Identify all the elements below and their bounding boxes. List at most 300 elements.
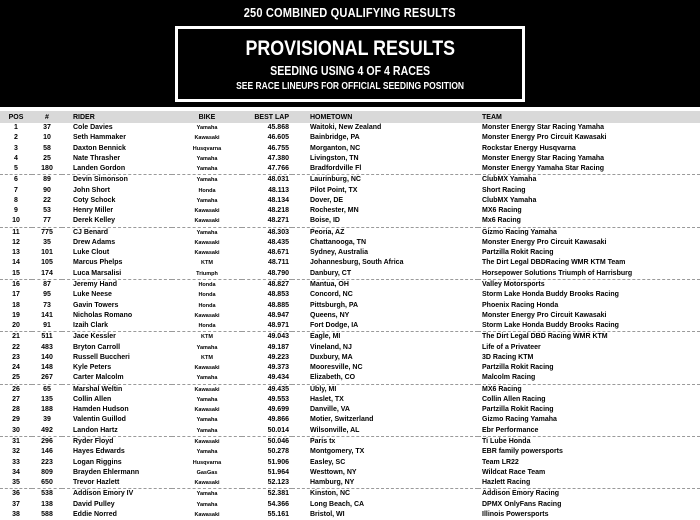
bike-cell: GasGas: [196, 469, 218, 476]
column-header-number: #: [32, 111, 62, 123]
table-row: [0, 123, 700, 133]
pos-cell: 12: [12, 238, 20, 246]
pos-cell: 17: [12, 291, 20, 299]
rider-cell: Nicholas Romano: [73, 311, 133, 319]
best-lap-cell: 50.046: [267, 437, 289, 445]
pos-cell: 9: [14, 207, 18, 215]
pos-cell: 4: [14, 154, 18, 162]
best-lap-cell: 48.853: [267, 291, 289, 299]
number-cell: 53: [43, 207, 51, 215]
pos-cell: 2: [14, 134, 18, 142]
bike-cell: Kawasaki: [194, 511, 220, 518]
best-lap-cell: 52.123: [242, 478, 292, 489]
pos-cell: 37: [12, 500, 20, 508]
hometown-cell: Queens, NY: [310, 311, 350, 319]
bike-cell: Yamaha: [196, 491, 218, 498]
rider-cell: Hayes Edwards: [73, 448, 125, 456]
hometown-cell: Duxbury, MA: [310, 353, 353, 361]
bike-cell: Honda: [198, 187, 216, 194]
best-lap-cell: 48.113: [267, 186, 289, 194]
hometown-cell: Montgomery, TX: [310, 448, 365, 456]
pos-cell: 27: [12, 395, 20, 403]
rider-cell: John Short: [73, 186, 110, 194]
bike-cell: Yamaha: [196, 177, 218, 184]
table-row: [0, 227, 700, 238]
number-cell: 10: [43, 134, 51, 142]
rider-cell: Landon Hartz: [62, 426, 172, 437]
team-cell: Valley Motorsports: [482, 280, 545, 288]
table-row: [0, 468, 700, 478]
bike-cell: Yamaha: [196, 417, 218, 424]
table-row: [0, 447, 700, 457]
hometown-cell: Bradfordville Fl: [292, 164, 478, 175]
column-header-pos: POS: [0, 111, 32, 123]
best-lap-cell: 46.605: [267, 134, 289, 142]
pos-cell: 20: [0, 321, 32, 332]
rider-cell: Drew Adams: [73, 238, 116, 246]
number-cell: 223: [41, 458, 53, 466]
best-lap-cell: 45.868: [267, 124, 289, 131]
best-lap-cell: 48.971: [242, 321, 292, 332]
number-cell: 65: [43, 385, 51, 393]
table-header-row: [0, 111, 700, 123]
team-cell: DPMX OnlyFans Racing: [482, 500, 562, 508]
number-cell: 135: [41, 395, 53, 403]
rider-cell: Coty Schock: [73, 196, 116, 204]
rider-cell: Derek Kelley: [62, 216, 172, 227]
table-row: [0, 373, 700, 384]
number-cell: 25: [43, 154, 51, 162]
column-header-rider: RIDER: [62, 111, 172, 123]
number-cell: 511: [41, 333, 53, 341]
number-cell: 138: [41, 500, 53, 508]
number-cell: 22: [43, 196, 51, 204]
table-row: [0, 415, 700, 425]
bike-cell: Kawasaki: [194, 312, 220, 319]
bike-cell: Kawasaki: [194, 407, 220, 414]
best-lap-cell: 54.366: [267, 500, 289, 508]
bike-cell: Yamaha: [172, 373, 242, 384]
number-cell: 146: [41, 448, 53, 456]
number-cell: 87: [43, 280, 51, 288]
number-cell: 538: [41, 490, 53, 498]
bike-cell: Honda: [172, 321, 242, 332]
number-cell: 91: [32, 321, 62, 332]
pos-cell: 30: [0, 426, 32, 437]
best-lap-cell: 49.043: [267, 333, 289, 341]
best-lap-cell: 46.755: [267, 144, 289, 152]
bike-cell: Honda: [198, 302, 216, 309]
best-lap-cell: 48.435: [267, 238, 289, 246]
rider-cell: Eddie Norred: [73, 510, 117, 518]
pos-cell: 8: [14, 196, 18, 204]
hometown-cell: Johannesburg, South Africa: [310, 259, 404, 267]
hometown-cell: Peoria, AZ: [310, 228, 345, 236]
pos-cell: 35: [0, 478, 32, 489]
hometown-cell: Livingston, TN: [310, 154, 359, 162]
team-cell: Partzilla Rokit Racing: [482, 406, 554, 414]
hometown-cell: Eagle, MI: [310, 333, 341, 341]
bike-cell: KTM: [201, 260, 213, 267]
rider-cell: Daxton Bennick: [73, 144, 126, 152]
hometown-cell: Mantua, OH: [310, 280, 349, 288]
results-table: [0, 111, 700, 520]
pos-cell: 34: [12, 468, 20, 476]
hometown-cell: Concord, NC: [310, 291, 353, 299]
table-row: [0, 332, 700, 343]
pos-cell: 33: [12, 458, 20, 466]
pos-cell: 13: [12, 249, 20, 257]
number-cell: 141: [41, 311, 53, 319]
team-cell: Life of a Privateer: [482, 343, 541, 351]
table-row: [0, 458, 700, 468]
pos-cell: 24: [12, 364, 20, 372]
best-lap-cell: 50.278: [267, 448, 289, 456]
best-lap-cell: 49.435: [267, 385, 289, 393]
bike-cell: Yamaha: [172, 426, 242, 437]
bike-cell: Kawasaki: [194, 386, 220, 393]
bike-cell: Triumph: [172, 269, 242, 280]
bike-cell: KTM: [201, 334, 213, 341]
pos-cell: 16: [12, 280, 20, 288]
table-row: [0, 510, 700, 520]
bike-cell: Kawasaki: [194, 208, 220, 215]
hometown-cell: Hamburg, NY: [292, 478, 478, 489]
hometown-cell: Danbury, CT: [292, 269, 478, 280]
table-row: [0, 206, 700, 216]
table-row: [0, 133, 700, 143]
best-lap-cell: 48.947: [267, 311, 289, 319]
hometown-cell: Easley, SC: [310, 458, 346, 466]
bike-cell: Husqvarna: [192, 459, 222, 466]
team-cell: The Dirt Legal DBDRacing WMR KTM Team: [482, 259, 626, 267]
column-header-bike: BIKE: [172, 111, 242, 123]
hometown-cell: Wilsonville, AL: [292, 426, 478, 437]
number-cell: 77: [32, 216, 62, 227]
bike-cell: Yamaha: [196, 344, 218, 351]
number-cell: 588: [41, 510, 53, 518]
provisional-heading: PROVISIONAL RESULTS: [245, 37, 455, 60]
team-cell: Monster Energy Pro Circuit Kawasaki: [482, 311, 607, 319]
number-cell: 148: [41, 364, 53, 372]
rider-cell: Logan Riggins: [73, 458, 122, 466]
column-header-best-lap: BEST LAP: [242, 111, 292, 123]
rider-cell: Henry Miller: [73, 207, 114, 215]
team-cell: Monster Energy Star Racing Yamaha: [482, 154, 605, 162]
pos-cell: 36: [12, 490, 20, 498]
hometown-cell: Waitoki, New Zealand: [310, 124, 382, 131]
hometown-cell: Fort Dodge, IA: [292, 321, 478, 332]
rider-cell: Landen Gordon: [62, 164, 172, 175]
number-cell: 140: [41, 353, 53, 361]
best-lap-cell: 51.906: [267, 458, 289, 466]
team-cell: Partzilla Rokit Racing: [482, 364, 554, 372]
team-cell: Monster Energy Pro Circuit Kawasaki: [482, 238, 607, 246]
pos-cell: 10: [0, 216, 32, 227]
seeding-subheading: SEEDING USING 4 OF 4 RACES: [269, 64, 430, 78]
team-cell: MX6 Racing: [482, 385, 522, 393]
best-lap-cell: 48.790: [242, 269, 292, 280]
pos-cell: 22: [12, 343, 20, 351]
pos-cell: 1: [14, 124, 18, 131]
rider-cell: Hamden Hudson: [73, 406, 129, 414]
pos-cell: 19: [12, 311, 20, 319]
team-cell: Rockstar Energy Husqvarna: [482, 144, 576, 152]
rider-cell: Luca Marsalisi: [62, 269, 172, 280]
team-cell: Collin Allen Racing: [482, 395, 546, 403]
table-row: [0, 478, 700, 489]
best-lap-cell: 48.271: [242, 216, 292, 227]
top-banner: [0, 0, 700, 107]
rider-cell: Valentin Guillod: [73, 416, 126, 424]
best-lap-cell: 48.303: [267, 228, 289, 236]
best-lap-cell: 49.553: [267, 395, 289, 403]
team-cell: Ti Lube Honda: [482, 437, 531, 445]
table-row: [0, 353, 700, 363]
table-row: [0, 164, 700, 175]
team-cell: Monster Energy Pro Circuit Kawasaki: [482, 134, 607, 142]
best-lap-cell: 52.381: [267, 490, 289, 498]
pos-cell: 26: [12, 385, 20, 393]
rider-cell: CJ Benard: [73, 228, 109, 236]
rider-cell: Luke Clout: [73, 249, 110, 257]
hometown-cell: Haslet, TX: [310, 395, 344, 403]
rider-cell: Izaih Clark: [62, 321, 172, 332]
team-cell: Hazlett Racing: [478, 478, 700, 489]
best-lap-cell: 51.964: [267, 468, 289, 476]
table-row: [0, 301, 700, 311]
team-cell: MX6 Racing: [482, 207, 522, 215]
table-row: [0, 290, 700, 300]
hometown-cell: Morganton, NC: [310, 144, 361, 152]
rider-cell: Jace Kessler: [73, 333, 116, 341]
best-lap-cell: 49.434: [242, 373, 292, 384]
bike-cell: Yamaha: [196, 396, 218, 403]
best-lap-cell: 47.380: [267, 154, 289, 162]
number-cell: 188: [41, 406, 53, 414]
number-cell: 105: [41, 259, 53, 267]
pos-cell: 29: [12, 416, 20, 424]
number-cell: 39: [43, 416, 51, 424]
rider-cell: Gavin Towers: [73, 301, 119, 309]
number-cell: 37: [43, 124, 51, 131]
pos-cell: 3: [14, 144, 18, 152]
number-cell: 267: [32, 373, 62, 384]
pos-cell: 5: [0, 164, 32, 175]
rider-cell: Collin Allen: [73, 395, 112, 403]
table-row: [0, 186, 700, 196]
hometown-cell: Elizabeth, CO: [292, 373, 478, 384]
number-cell: 492: [32, 426, 62, 437]
number-cell: 35: [43, 238, 51, 246]
number-cell: 89: [43, 176, 51, 184]
hometown-cell: Mooresville, NC: [310, 364, 363, 372]
team-cell: Team LR22: [482, 458, 519, 466]
hometown-cell: Danville, VA: [310, 406, 350, 414]
page-title-text: 250 COMBINED QUALIFYING RESULTS: [244, 5, 456, 20]
hometown-cell: Bainbridge, PA: [310, 134, 360, 142]
number-cell: 73: [43, 301, 51, 309]
bike-cell: Kawasaki: [194, 438, 220, 445]
team-cell: 3D Racing KTM: [482, 353, 534, 361]
team-cell: Illinois Powersports: [482, 510, 549, 518]
team-cell: Monster Energy Star Racing Yamaha: [482, 124, 605, 131]
number-cell: 180: [32, 164, 62, 175]
pos-cell: 25: [0, 373, 32, 384]
pos-cell: 11: [12, 228, 20, 236]
best-lap-cell: 49.699: [267, 406, 289, 414]
rider-cell: Jeremy Hand: [73, 280, 117, 288]
hometown-cell: Boise, ID: [292, 216, 478, 227]
table-row: [0, 144, 700, 154]
team-cell: Addison Emory Racing: [482, 490, 560, 498]
rider-cell: Luke Neese: [73, 291, 112, 299]
best-lap-cell: 48.827: [267, 280, 289, 288]
team-cell: Short Racing: [482, 186, 526, 194]
table-row: [0, 426, 700, 437]
pos-cell: 18: [12, 301, 20, 309]
pos-cell: 28: [12, 406, 20, 414]
bike-cell: Husqvarna: [192, 145, 222, 152]
number-cell: 95: [43, 291, 51, 299]
pos-cell: 7: [14, 186, 18, 194]
bike-cell: Kawasaki: [194, 239, 220, 246]
rider-cell: Carter Malcolm: [62, 373, 172, 384]
rider-cell: Cole Davies: [73, 124, 113, 131]
bike-cell: Yamaha: [196, 229, 218, 236]
hometown-cell: Pilot Point, TX: [310, 186, 358, 194]
table-row: [0, 363, 700, 373]
pos-cell: 31: [12, 437, 20, 445]
rider-cell: Seth Hammaker: [73, 134, 126, 142]
bike-cell: Kawasaki: [194, 250, 220, 257]
rider-cell: Ryder Floyd: [73, 437, 114, 445]
table-row: [0, 343, 700, 353]
team-cell: ClubMX Yamaha: [482, 176, 537, 184]
rider-cell: Devin Simonson: [73, 176, 128, 184]
team-cell: Partzilla Rokit Racing: [482, 249, 554, 257]
hometown-cell: Vineland, NJ: [310, 343, 352, 351]
rider-cell: Marcus Phelps: [73, 259, 123, 267]
team-cell: Storm Lake Honda Buddy Brooks Racing: [478, 321, 700, 332]
pos-cell: 23: [12, 353, 20, 361]
number-cell: 101: [41, 249, 53, 257]
team-cell: Storm Lake Honda Buddy Brooks Racing: [482, 291, 619, 299]
best-lap-cell: 50.014: [242, 426, 292, 437]
bike-cell: Yamaha: [196, 155, 218, 162]
rider-cell: Kyle Peters: [73, 364, 112, 372]
bike-cell: Honda: [198, 281, 216, 288]
number-cell: 809: [41, 468, 53, 476]
best-lap-cell: 48.885: [267, 301, 289, 309]
pos-cell: 14: [12, 259, 20, 267]
best-lap-cell: 48.134: [267, 196, 289, 204]
hometown-cell: Kinston, NC: [310, 490, 351, 498]
team-cell: ClubMX Yamaha: [482, 196, 537, 204]
rider-cell: Russell Buccheri: [73, 353, 130, 361]
hometown-cell: Laurinburg, NC: [310, 176, 361, 184]
rider-cell: Bryton Carroll: [73, 343, 121, 351]
table-row: [0, 238, 700, 248]
bike-cell: Honda: [198, 292, 216, 299]
team-cell: Gizmo Racing Yamaha: [482, 416, 557, 424]
bike-cell: Yamaha: [196, 197, 218, 204]
table-row: [0, 269, 700, 280]
team-cell: The Dirt Legal DBD Racing WMR KTM: [482, 333, 608, 341]
pos-cell: 21: [12, 333, 20, 341]
bike-cell: Kawasaki: [194, 135, 220, 142]
lineups-note: SEE RACE LINEUPS FOR OFFICIAL SEEDING POSITION: [236, 81, 464, 92]
table-row: [0, 500, 700, 510]
bike-cell: Yamaha: [172, 164, 242, 175]
bike-cell: Kawasaki: [194, 365, 220, 372]
pos-cell: 32: [12, 448, 20, 456]
hometown-cell: Paris tx: [310, 437, 336, 445]
rider-cell: Marshal Weltin: [73, 385, 123, 393]
hometown-cell: Pittsburgh, PA: [310, 301, 359, 309]
table-row: [0, 279, 700, 290]
rider-cell: Nate Thrasher: [73, 154, 121, 162]
provisional-box: [175, 26, 525, 102]
best-lap-cell: 48.711: [267, 259, 289, 267]
team-cell: EBR family powersports: [482, 448, 563, 456]
hometown-cell: Chattanooga, TN: [310, 238, 366, 246]
best-lap-cell: 49.223: [267, 353, 289, 361]
hometown-cell: Bristol, WI: [310, 510, 345, 518]
hometown-cell: Westtown, NY: [310, 468, 357, 476]
team-cell: Gizmo Racing Yamaha: [482, 228, 557, 236]
best-lap-cell: 48.671: [267, 249, 289, 257]
rider-cell: David Pulley: [73, 500, 115, 508]
bike-cell: Kawasaki: [172, 478, 242, 489]
best-lap-cell: 47.766: [242, 164, 292, 175]
best-lap-cell: 55.161: [267, 510, 289, 518]
number-cell: 90: [43, 186, 51, 194]
hometown-cell: Dover, DE: [310, 196, 344, 204]
best-lap-cell: 49.373: [267, 364, 289, 372]
results-body: [0, 123, 700, 520]
table-row: [0, 384, 700, 395]
table-row: [0, 216, 700, 227]
hometown-cell: Long Beach, CA: [310, 500, 365, 508]
pos-cell: 6: [14, 176, 18, 184]
number-cell: 650: [32, 478, 62, 489]
team-cell: Ebr Performance: [478, 426, 700, 437]
table-row: [0, 405, 700, 415]
number-cell: 174: [32, 269, 62, 280]
number-cell: 58: [43, 144, 51, 152]
bike-cell: Yamaha: [196, 125, 218, 131]
rider-cell: Brayden Ehlermann: [73, 468, 140, 476]
table-row: [0, 196, 700, 206]
rider-cell: Addison Emory IV: [73, 490, 134, 498]
bike-cell: Yamaha: [196, 449, 218, 456]
best-lap-cell: 48.218: [267, 207, 289, 215]
rider-cell: Trevor Hazlett: [62, 478, 172, 489]
bike-cell: KTM: [201, 354, 213, 361]
best-lap-cell: 49.187: [267, 343, 289, 351]
table-row: [0, 311, 700, 321]
bike-cell: Yamaha: [196, 501, 218, 508]
number-cell: 296: [41, 437, 53, 445]
team-cell: Malcolm Racing: [478, 373, 700, 384]
team-cell: Wildcat Race Team: [482, 468, 546, 476]
best-lap-cell: 49.866: [267, 416, 289, 424]
column-header-hometown: HOMETOWN: [292, 111, 478, 123]
bike-cell: Kawasaki: [172, 216, 242, 227]
team-cell: Phoenix Racing Honda: [482, 301, 559, 309]
table-row: [0, 175, 700, 186]
